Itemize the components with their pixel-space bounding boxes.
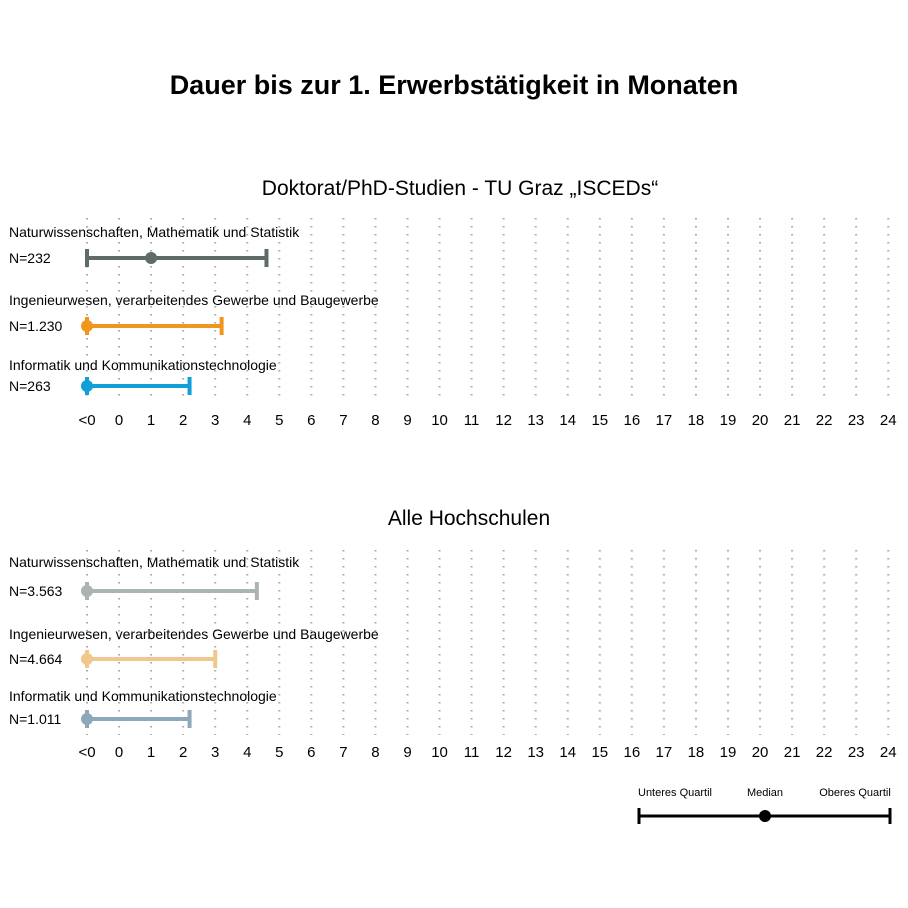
x-tick-label: 14 xyxy=(559,412,577,429)
x-tick-label: 0 xyxy=(114,744,124,761)
x-tick-label: 19 xyxy=(719,744,737,761)
x-tick-label: 11 xyxy=(463,744,480,761)
x-tick-label: 24 xyxy=(879,412,897,429)
x-tick-label: 22 xyxy=(815,412,833,429)
panel-alle-hochschulen xyxy=(9,507,897,761)
x-tick-label: 8 xyxy=(371,744,380,761)
median-dot xyxy=(81,653,93,665)
x-tick-label: 5 xyxy=(275,412,284,429)
x-tick-label: 4 xyxy=(243,744,252,761)
row-category-label: Ingenieurwesen, verarbeitendes Gewerbe und Baugewerbe xyxy=(9,626,379,642)
x-tick-label: 8 xyxy=(371,412,380,429)
x-tick-label: 1 xyxy=(146,412,156,429)
median-dot xyxy=(81,380,93,392)
x-tick-label: 23 xyxy=(847,744,865,761)
panel-title: Alle Hochschulen xyxy=(387,507,551,530)
x-tick-label: 21 xyxy=(783,412,801,429)
x-axis xyxy=(78,744,896,761)
x-tick-label: 15 xyxy=(591,744,609,761)
median-dot xyxy=(81,713,93,725)
x-tick-label: 7 xyxy=(339,412,348,429)
x-tick-label: 13 xyxy=(527,744,545,761)
legend xyxy=(638,787,891,824)
x-tick-label: 5 xyxy=(275,744,284,761)
x-tick-label: 0 xyxy=(114,412,124,429)
row-category-label: Naturwissenschaften, Mathematik und Statistik xyxy=(9,224,300,240)
chart-title: Dauer bis zur 1. Erwerbstätigkeit in Monaten xyxy=(169,70,739,100)
x-tick-label: 10 xyxy=(431,412,448,429)
median-dot xyxy=(81,585,93,597)
x-tick-label: 18 xyxy=(687,412,705,429)
x-tick-label: <0 xyxy=(78,744,96,761)
x-tick-label: 1 xyxy=(146,744,156,761)
x-tick-label: 11 xyxy=(463,412,480,429)
row-category-label: Ingenieurwesen, verarbeitendes Gewerbe und Baugewerbe xyxy=(9,292,379,308)
x-tick-label: 6 xyxy=(307,412,316,429)
x-tick-label: 14 xyxy=(559,744,577,761)
x-tick-label: 18 xyxy=(687,744,705,761)
x-tick-label: 10 xyxy=(431,744,448,761)
row-n-label: N=1.011 xyxy=(9,711,62,727)
row-n-label: N=263 xyxy=(9,378,51,394)
legend-upper-label: Oberes Quartil xyxy=(819,787,891,799)
x-tick-label: 16 xyxy=(623,412,641,429)
x-tick-label: 7 xyxy=(339,744,348,761)
row-n-label: N=232 xyxy=(9,250,51,266)
row-n-label: N=3.563 xyxy=(9,583,63,599)
x-tick-label: 12 xyxy=(495,412,512,429)
x-tick-label: 19 xyxy=(719,412,737,429)
x-tick-label: 17 xyxy=(655,744,673,761)
row-n-label: N=4.664 xyxy=(9,651,63,667)
x-tick-label: 20 xyxy=(751,412,769,429)
panel-doktorat xyxy=(9,177,897,429)
row-category-label: Informatik und Kommunikationstechnologie xyxy=(9,688,277,704)
row-n-label: N=1.230 xyxy=(9,318,63,334)
x-tick-label: 23 xyxy=(847,412,865,429)
x-tick-label: 15 xyxy=(591,412,609,429)
x-tick-label: 24 xyxy=(879,744,897,761)
x-tick-label: <0 xyxy=(78,412,96,429)
range-rows xyxy=(9,554,379,728)
x-tick-label: 4 xyxy=(243,412,252,429)
x-axis xyxy=(78,412,896,429)
x-tick-label: 17 xyxy=(655,412,673,429)
x-tick-label: 13 xyxy=(527,412,545,429)
x-tick-label: 9 xyxy=(403,744,412,761)
x-tick-label: 2 xyxy=(178,744,188,761)
range-rows xyxy=(9,224,379,395)
x-tick-label: 6 xyxy=(307,744,316,761)
x-tick-label: 9 xyxy=(403,412,412,429)
median-dot xyxy=(145,252,157,264)
x-tick-label: 21 xyxy=(783,744,801,761)
x-tick-label: 3 xyxy=(211,744,220,761)
x-tick-label: 2 xyxy=(178,412,188,429)
gridlines xyxy=(87,218,888,402)
row-category-label: Naturwissenschaften, Mathematik und Statistik xyxy=(9,554,300,570)
x-tick-label: 22 xyxy=(815,744,833,761)
row-category-label: Informatik und Kommunikationstechnologie xyxy=(9,357,277,373)
legend-lower-label: Unteres Quartil xyxy=(638,787,712,799)
legend-median-label: Median xyxy=(746,787,784,799)
x-tick-label: 16 xyxy=(623,744,641,761)
median-dot xyxy=(81,320,93,332)
x-tick-label: 12 xyxy=(495,744,512,761)
panel-title: Doktorat/PhD-Studien - TU Graz „ISCEDs“ xyxy=(261,177,659,200)
gridlines xyxy=(87,550,888,735)
legend-median-dot xyxy=(759,810,771,822)
x-tick-label: 20 xyxy=(751,744,769,761)
x-tick-label: 3 xyxy=(211,412,220,429)
